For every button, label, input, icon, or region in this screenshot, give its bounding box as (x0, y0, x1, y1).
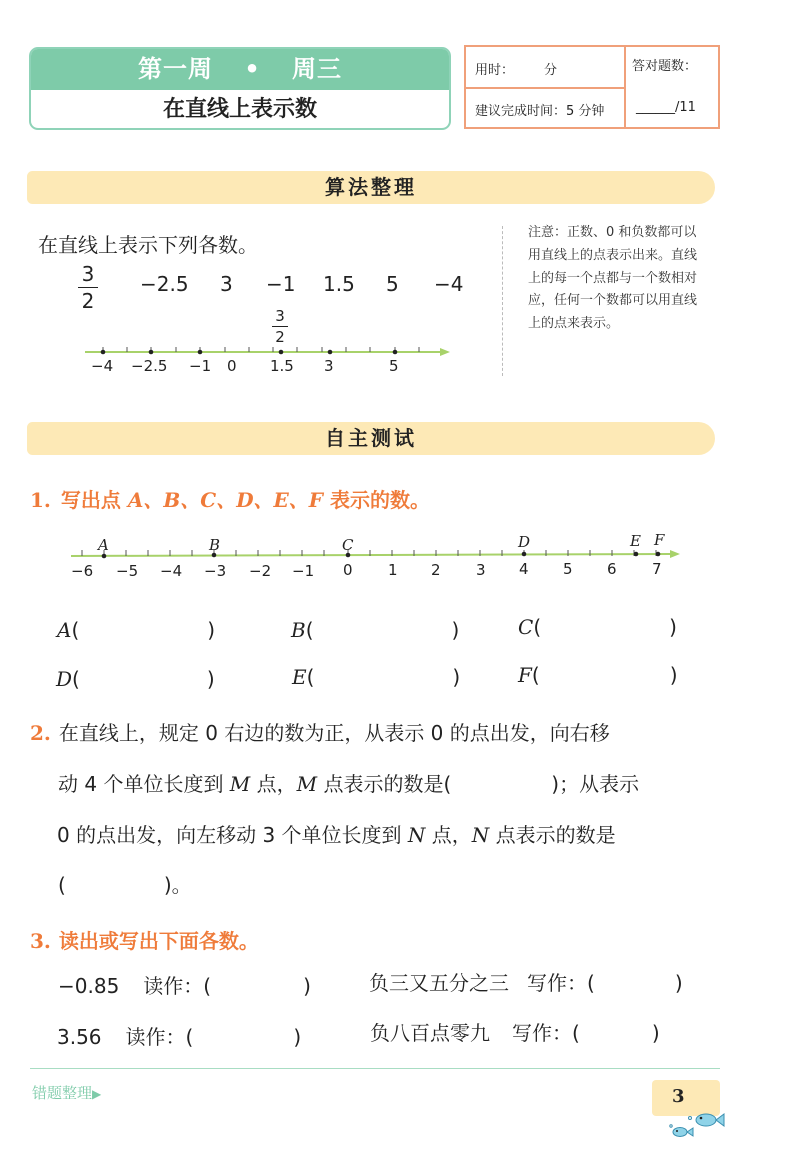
time-unit: 分 (544, 63, 558, 78)
axis-label: −6 (71, 562, 94, 580)
axis-label: −5 (116, 562, 139, 580)
lesson-title-box (29, 47, 451, 130)
question-2-line-4: ( )。 (58, 873, 192, 897)
answer-blank-d[interactable]: D( ) (56, 667, 215, 691)
point-label: C (342, 536, 354, 554)
point-label: B (209, 536, 221, 554)
number-item: 3 (220, 272, 233, 296)
axis-label: −1 (292, 562, 315, 580)
point-label: F (654, 531, 665, 549)
number-item: 1.5 (323, 272, 355, 296)
point-label: E (630, 532, 641, 550)
axis-label: −4 (160, 562, 183, 580)
question-2-line-3: 0 的点出发，向左移动 3 个单位长度到 N 点，N 点表示的数是 (57, 823, 616, 847)
triangle-right-icon: ▶ (92, 1087, 102, 1101)
question-2-line-1: 2. 在直线上，规定 0 右边的数为正，从表示 0 的点出发，向右移 (30, 721, 610, 745)
axis-label: 1 (388, 561, 398, 579)
correct-count-label: 答对题数： (632, 59, 698, 74)
day-label: 周三 (292, 55, 343, 83)
axis-fraction-three-halves: 3 2 (272, 308, 288, 345)
section-banner-self-test: 自主测试 (27, 422, 715, 455)
axis-label: −3 (204, 562, 227, 580)
score-blank: ______/11 (636, 100, 696, 115)
point-label: D (518, 533, 531, 551)
week-label: 第一周 (137, 55, 213, 83)
number-item: −2.5 (140, 272, 189, 296)
axis-label: 1.5 (270, 357, 294, 375)
question-1-title: 1. 写出点 A、B、C、D、E、F 表示的数。 (30, 488, 430, 512)
axis-label: 5 (563, 560, 573, 578)
fish-icon (666, 1108, 728, 1140)
time-label: 用时： (475, 63, 515, 78)
q3-row-2-right: 负八百点零九 写作：( ) (370, 1021, 660, 1045)
axis-label: −2.5 (131, 357, 168, 375)
answer-blank-e[interactable]: E( ) (292, 665, 461, 689)
answer-blank-b[interactable]: B( ) (291, 618, 460, 642)
number-item: 5 (386, 272, 399, 296)
bullet: • (244, 55, 261, 83)
q3-row-2-left: 3.56 读作：( ) (57, 1025, 302, 1049)
axis-label: 7 (652, 560, 662, 578)
q3-row-1-left: −0.85 读作：( ) (58, 974, 311, 998)
instruction-text: 在直线上表示下列各数。 (38, 233, 258, 257)
error-review-label: 错题整理▶ (32, 1084, 102, 1102)
axis-label: −4 (91, 357, 114, 375)
axis-label: −1 (189, 357, 212, 375)
suggested-time: 建议完成时间：5 分钟 (475, 104, 605, 119)
axis-label: 3 (324, 357, 334, 375)
question-2-line-2: 动 4 个单位长度到 M 点，M 点表示的数是( )；从表示 (58, 772, 640, 796)
section-banner-algorithm: 算法整理 (27, 171, 715, 204)
answer-blank-c[interactable]: C( ) (518, 615, 677, 639)
page-number: 3 (672, 1086, 685, 1107)
week-day-bar (31, 49, 449, 90)
point-label: A (98, 536, 109, 554)
axis-label: −2 (249, 562, 272, 580)
q3-row-1-right: 负三又五分之三 写作：( ) (369, 971, 683, 995)
question-3-title: 3. 读出或写出下面各数。 (30, 929, 259, 953)
number-line-question-1 (66, 540, 686, 570)
answer-blank-a[interactable]: A( ) (57, 618, 216, 642)
fraction-three-halves: 3 2 (78, 263, 98, 312)
note-text: 注意：正数、0 和负数都可以用直线上的点表示出来。直线上的每一个点都与一个数相对应，任何一个数都可以用直线上的点来表示。 (528, 225, 698, 332)
axis-label: 0 (343, 561, 353, 579)
time-info-box (464, 45, 720, 129)
axis-label: 0 (227, 357, 237, 375)
lesson-title: 在直线上表示数 (162, 97, 317, 122)
footer-divider (30, 1068, 720, 1069)
axis-label: 5 (389, 357, 399, 375)
answer-blank-f[interactable]: F( ) (518, 663, 678, 687)
note-divider (502, 226, 503, 376)
number-item: −4 (434, 272, 464, 296)
axis-label: 2 (431, 561, 441, 579)
axis-label: 3 (476, 561, 486, 579)
axis-label: 6 (607, 560, 617, 578)
axis-label: 4 (519, 560, 529, 578)
number-item: −1 (266, 272, 296, 296)
